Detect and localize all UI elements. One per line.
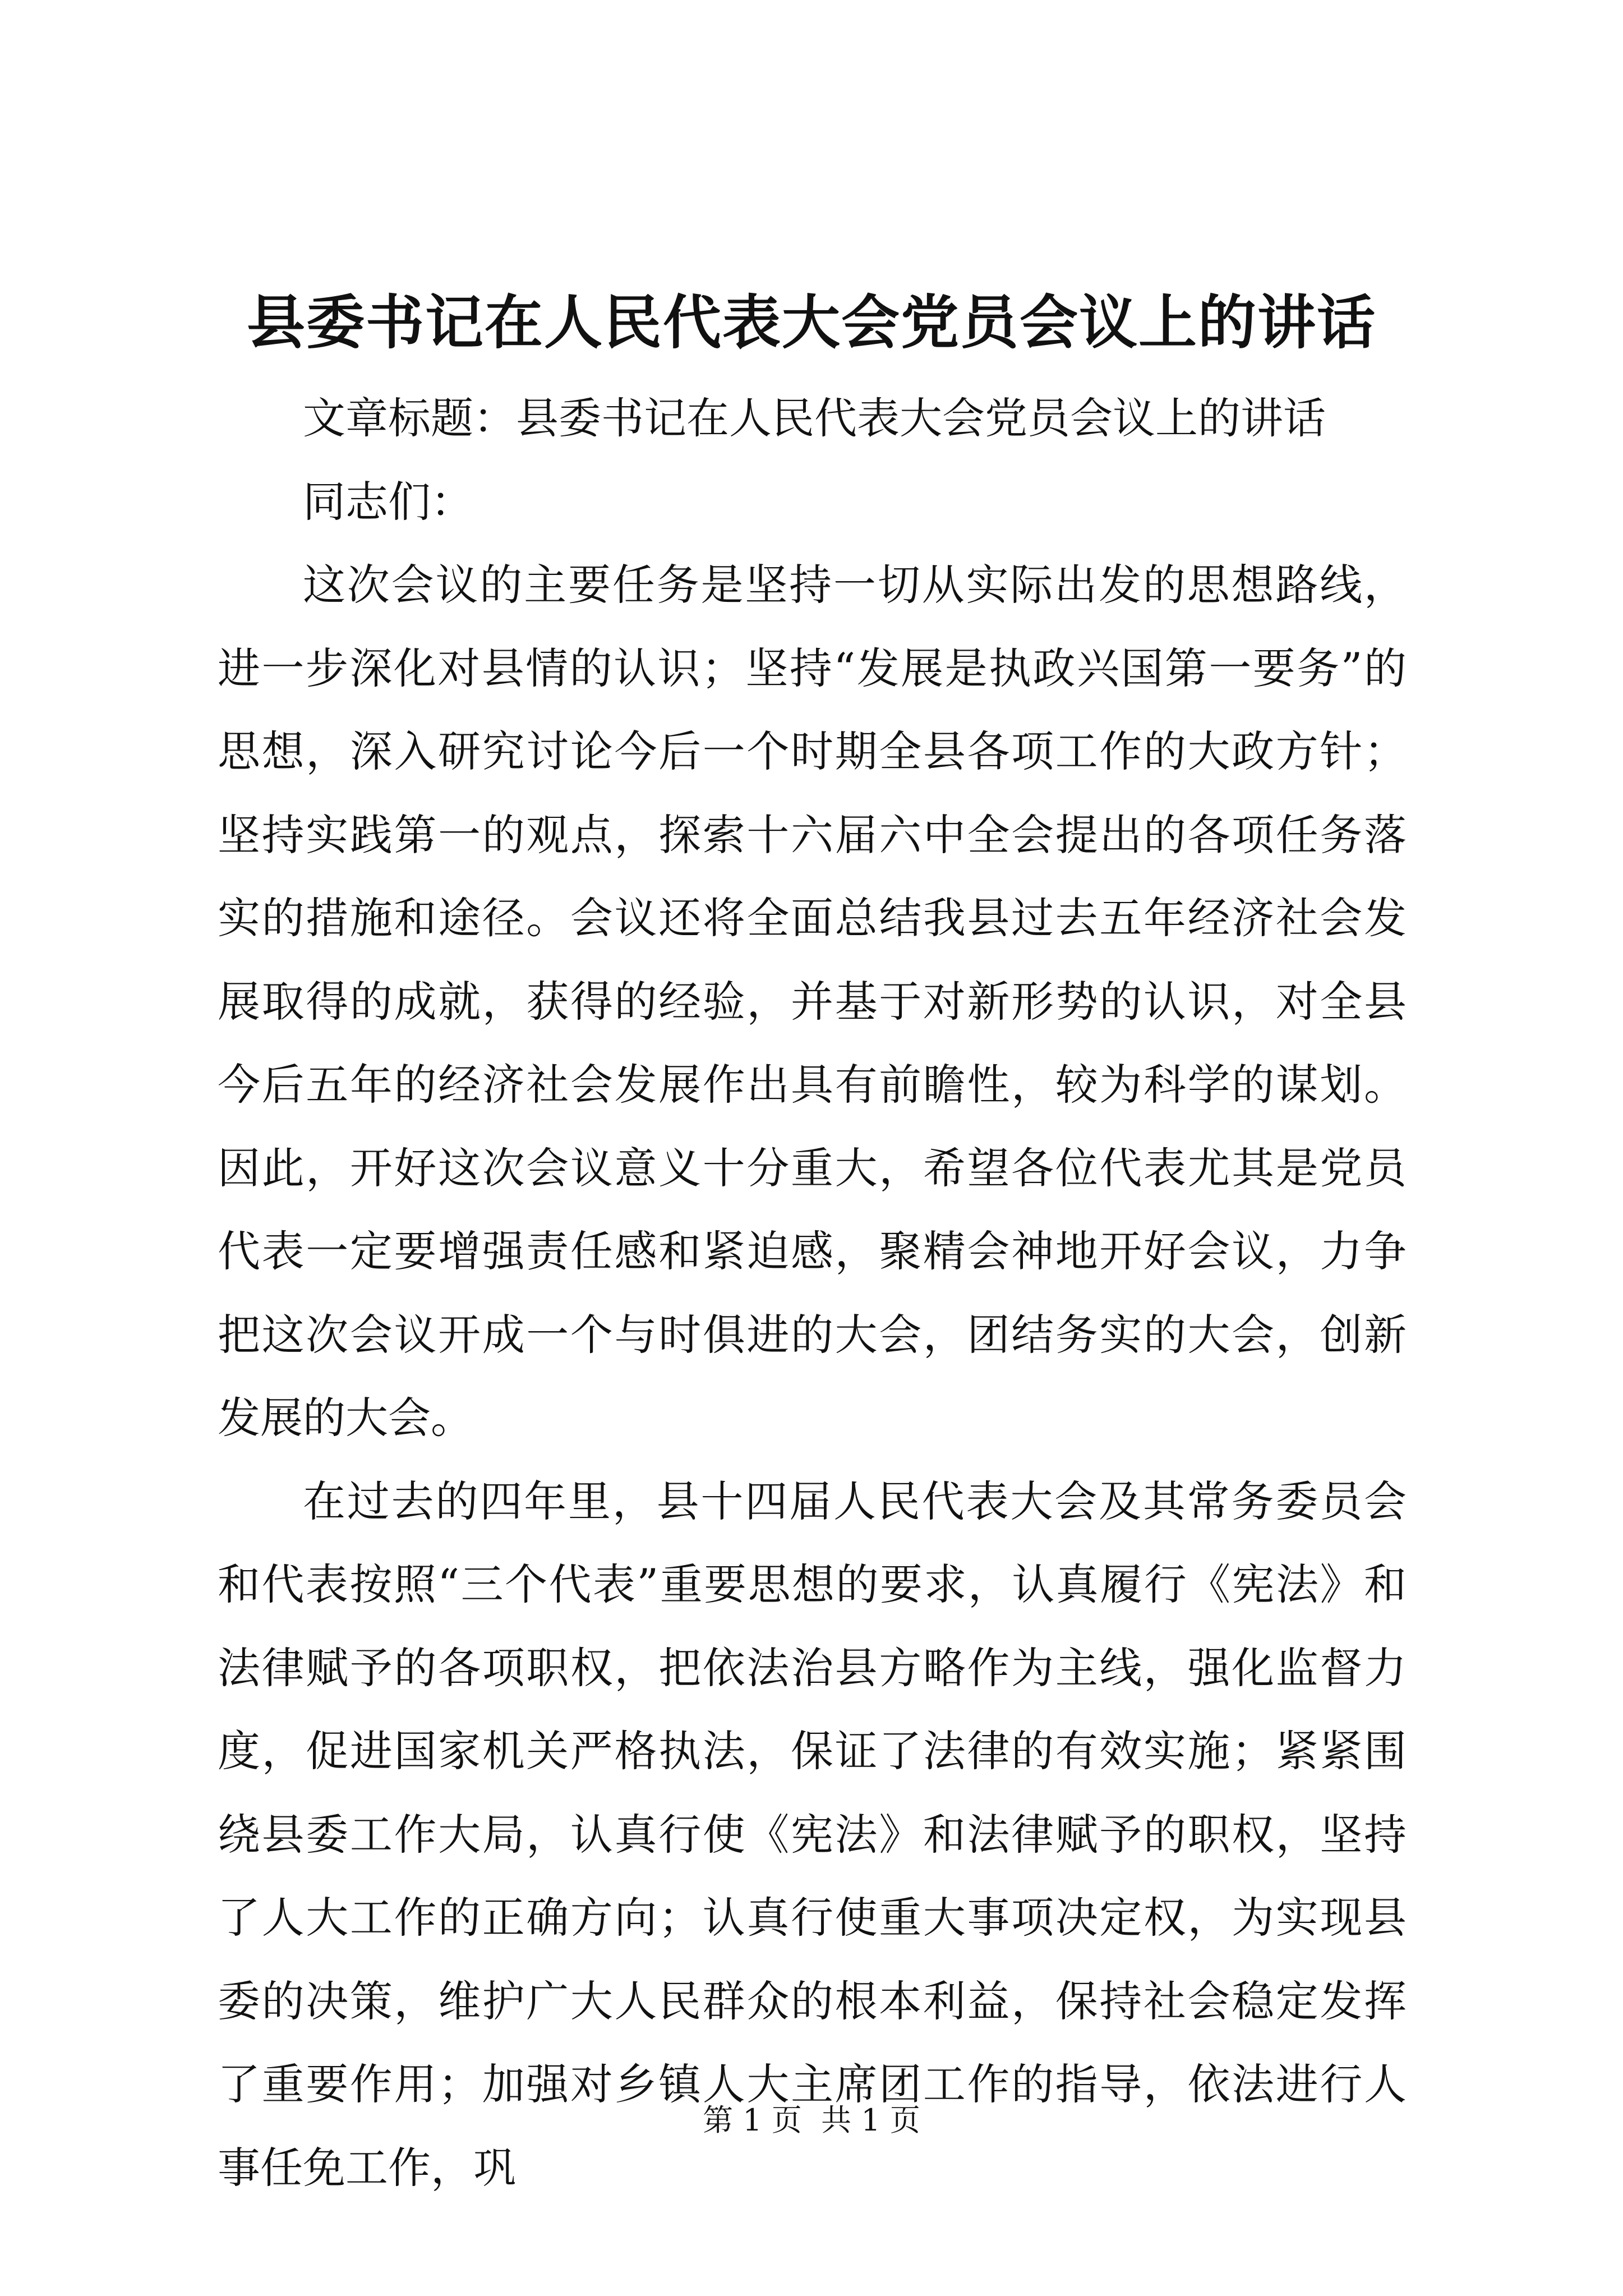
- page-footer: 第 1 页 共 1 页: [703, 2102, 920, 2138]
- paragraph-1: 这次会议的主要任务是坚持一切从实际出发的思想路线，进一步深化对县情的认识；坚持“发展是执政兴国第一要务”的思想，深入研究讨论今后一个时期全县各项工作的大政方针；坚持实践第一的观点，探索十六届六中全会提出的各项任务落实的措施和途径。会议还将全面总结我县过去五年经济社会发展取得的成就，获得的经验，并基于对新形势的认识，对全县今后五年的经济社会发展作出具有前瞻性，较为科学的谋划。因此，开好这次会议意义十分重大，希望各位代表尤其是党员代表一定要增强责任感和紧迫感，聚精会神地开好会议，力争把这次会议开成一个与时俱进的大会，团结务实的大会，创新发展的大会。: [218, 560, 1407, 1443]
- paragraph-2: 在过去的四年里，县十四届人民代表大会及其常务委员会和代表按照“三个代表”重要思想的要求，认真履行《宪法》和法律赋予的各项职权，把依法治县方略作为主线，强化监督力度，促进国家机关严格执法，保证了法律的有效实施；紧紧围绕县委工作大局，认真行使《宪法》和法律赋予的职权，坚持了人大工作的正确方向；认真行使重大事项决定权，为实现县委的决策，维护广大人民群众的根本利益，保持社会稳定发挥了重要作用；加强对乡镇人大主席团工作的指导，依法进行人事任免工作，巩: [218, 1476, 1407, 2193]
- document-title: 县委书记在人民代表大会党员会议上的讲话: [246, 288, 1376, 357]
- article-title-line: 文章标题：县委书记在人民代表大会党员会议上的讲话: [303, 393, 1326, 443]
- salutation: 同志们：: [303, 476, 473, 527]
- document-body: [218, 377, 1407, 2210]
